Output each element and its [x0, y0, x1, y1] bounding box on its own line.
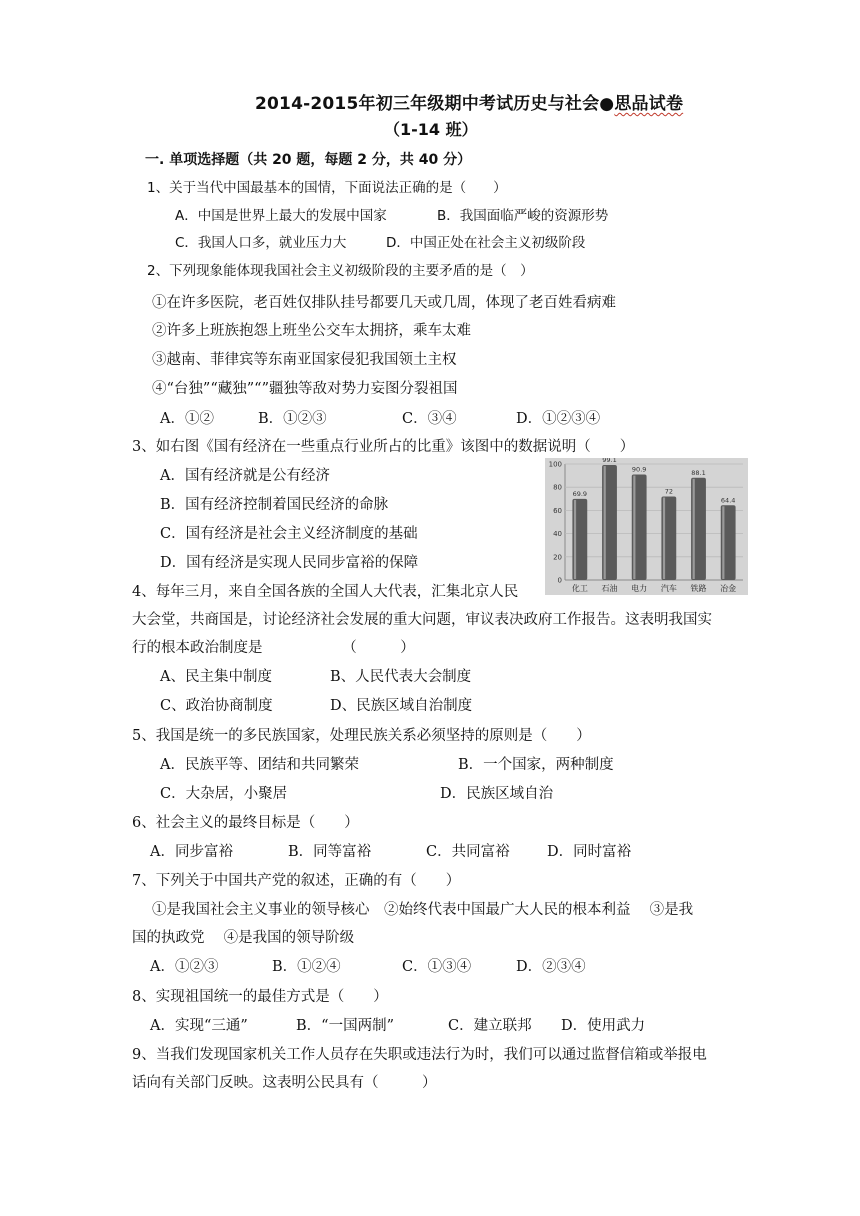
state-economy-bar-chart [545, 458, 748, 595]
bar-highlight [574, 500, 576, 579]
q7-option-d: D．②③④ [516, 959, 586, 975]
q7-option-c: C．①③④ [402, 959, 472, 975]
q2-option-c: C．③④ [402, 411, 457, 427]
bar-highlight [722, 506, 724, 579]
exam-subtitle: （1-14 班） [384, 120, 478, 139]
bar-highlight [604, 466, 606, 579]
bar-highlight [693, 479, 695, 579]
q6-stem: 6、社会主义的最终目标是（ ） [132, 815, 359, 831]
category-label: 铁路 [690, 584, 707, 593]
q4-line-2: 大会堂，共商国是，讨论经济社会发展的重大问题，审议表决政府工作报告。这表明我国实 [132, 612, 712, 628]
q1-option-b: B．我国面临严峻的资源形势 [437, 208, 609, 224]
q8-option-d: D．使用武力 [561, 1018, 646, 1034]
data-label: 72 [664, 487, 673, 496]
y-tick-label: 20 [553, 553, 562, 562]
category-label: 冶金 [720, 584, 737, 593]
q3-option-a: A．国有经济就是公有经济 [160, 468, 330, 484]
q4-line-1: 4、每年三月，来自全国各族的全国人大代表，汇集北京人民 [132, 584, 519, 600]
q4-option-d: D、民族区域自治制度 [330, 698, 473, 714]
q8-option-c: C．建立联邦 [448, 1018, 532, 1034]
y-tick-label: 0 [557, 576, 562, 585]
q6-option-c: C．共同富裕 [426, 844, 510, 860]
q1-option-c: C．我国人口多，就业压力大 [175, 235, 347, 251]
q5-option-c: C．大杂居，小聚居 [160, 786, 288, 802]
y-tick-label: 40 [553, 530, 562, 539]
bar-highlight [633, 476, 635, 579]
q5-option-d: D．民族区域自治 [440, 786, 554, 802]
q3-stem: 3、如右图《国有经济在一些重点行业所占的比重》该图中的数据说明（ ） [132, 439, 635, 455]
q2-option-a: A．①② [160, 411, 214, 427]
q2-stem: 2、下列现象能体现我国社会主义初级阶段的主要矛盾的是（ ） [147, 263, 534, 279]
q4-option-c: C、政治协商制度 [160, 698, 273, 714]
q2-option-b: B．①②③ [258, 411, 327, 427]
q5-stem: 5、我国是统一的多民族国家，处理民族关系必须坚持的原则是（ ） [132, 728, 591, 744]
q4-option-b: B、人民代表大会制度 [330, 669, 472, 685]
y-tick-label: 60 [553, 506, 562, 515]
q8-option-a: A．实现“三通” [150, 1018, 248, 1034]
q5-option-a: A．民族平等、团结和共同繁荣 [160, 757, 359, 773]
q2-statement-1: ①在许多医院，老百姓仅排队挂号都要几天或几周，体现了老百姓看病难 [152, 295, 616, 311]
q8-option-b: B．“一国两制” [296, 1018, 394, 1034]
q5-option-b: B．一个国家，两种制度 [458, 757, 614, 773]
q6-option-d: D．同时富裕 [547, 844, 632, 860]
q4-line-3: 行的根本政治制度是 （ ） [132, 640, 415, 656]
q9-line-2: 话向有关部门反映。这表明公民具有（ ） [132, 1075, 437, 1091]
q7-line-1: ①是我国社会主义事业的领导核心 ②始终代表中国最广大人民的根本利益 ③是我 [152, 902, 694, 918]
section-title: 一. 单项选择题（共 20 题，每题 2 分，共 40 分） [145, 152, 472, 168]
q9-line-1: 9、当我们发现国家机关工作人员存在失职或违法行为时，我们可以通过监督信箱或举报电 [132, 1047, 707, 1063]
q7-line-2: 国的执政党 ④是我国的领导阶级 [132, 930, 355, 946]
data-label: 69.9 [572, 489, 588, 498]
q1-option-a: A．中国是世界上最大的发展中国家 [175, 208, 387, 224]
q7-option-b: B．①②④ [272, 959, 341, 975]
data-label: 64.4 [720, 496, 736, 505]
y-tick-label: 80 [553, 483, 562, 492]
q6-option-a: A．同步富裕 [150, 844, 233, 860]
q3-option-c: C．国有经济是社会主义经济制度的基础 [160, 526, 418, 542]
q8-stem: 8、实现祖国统一的最佳方式是（ ） [132, 989, 388, 1005]
q7-option-a: A．①②③ [150, 959, 219, 975]
exam-title [255, 94, 683, 114]
q3-option-b: B．国有经济控制着国民经济的命脉 [160, 497, 389, 513]
title-year: 2014-2015 [255, 94, 359, 114]
q1-option-d: D．中国正处在社会主义初级阶段 [386, 235, 586, 251]
q7-stem: 7、下列关于中国共产党的叙述，正确的有（ ） [132, 873, 461, 889]
category-label: 电力 [631, 584, 648, 593]
bar-highlight [663, 497, 665, 579]
y-tick-label: 100 [548, 460, 562, 469]
q3-option-d: D．国有经济是实现人民同步富裕的保障 [160, 555, 419, 571]
category-label: 汽车 [660, 584, 677, 593]
q2-option-d: D．①②③④ [516, 411, 601, 427]
data-label: 88.1 [691, 468, 706, 477]
category-label: 化工 [571, 584, 588, 593]
category-label: 石油 [601, 584, 618, 593]
q6-option-b: B．同等富裕 [288, 844, 372, 860]
q2-statement-2: ②许多上班族抱怨上班坐公交车太拥挤，乘车太难 [152, 323, 471, 339]
data-label: 90.9 [631, 465, 647, 474]
q1-stem: 1、关于当代中国最基本的国情，下面说法正确的是（ ） [147, 180, 507, 196]
q4-option-a: A、民主集中制度 [160, 669, 272, 685]
title-tail: 思品试卷 [614, 94, 684, 114]
title-main: 年初三年级期中考试历史与社会● [358, 94, 615, 114]
q2-statement-4: ④“台独”“藏独”“”疆独等敌对势力妄图分裂祖国 [152, 381, 458, 397]
data-label: 99.1 [602, 458, 617, 465]
q2-statement-3: ③越南、菲律宾等东南亚国家侵犯我国领土主权 [152, 352, 457, 368]
